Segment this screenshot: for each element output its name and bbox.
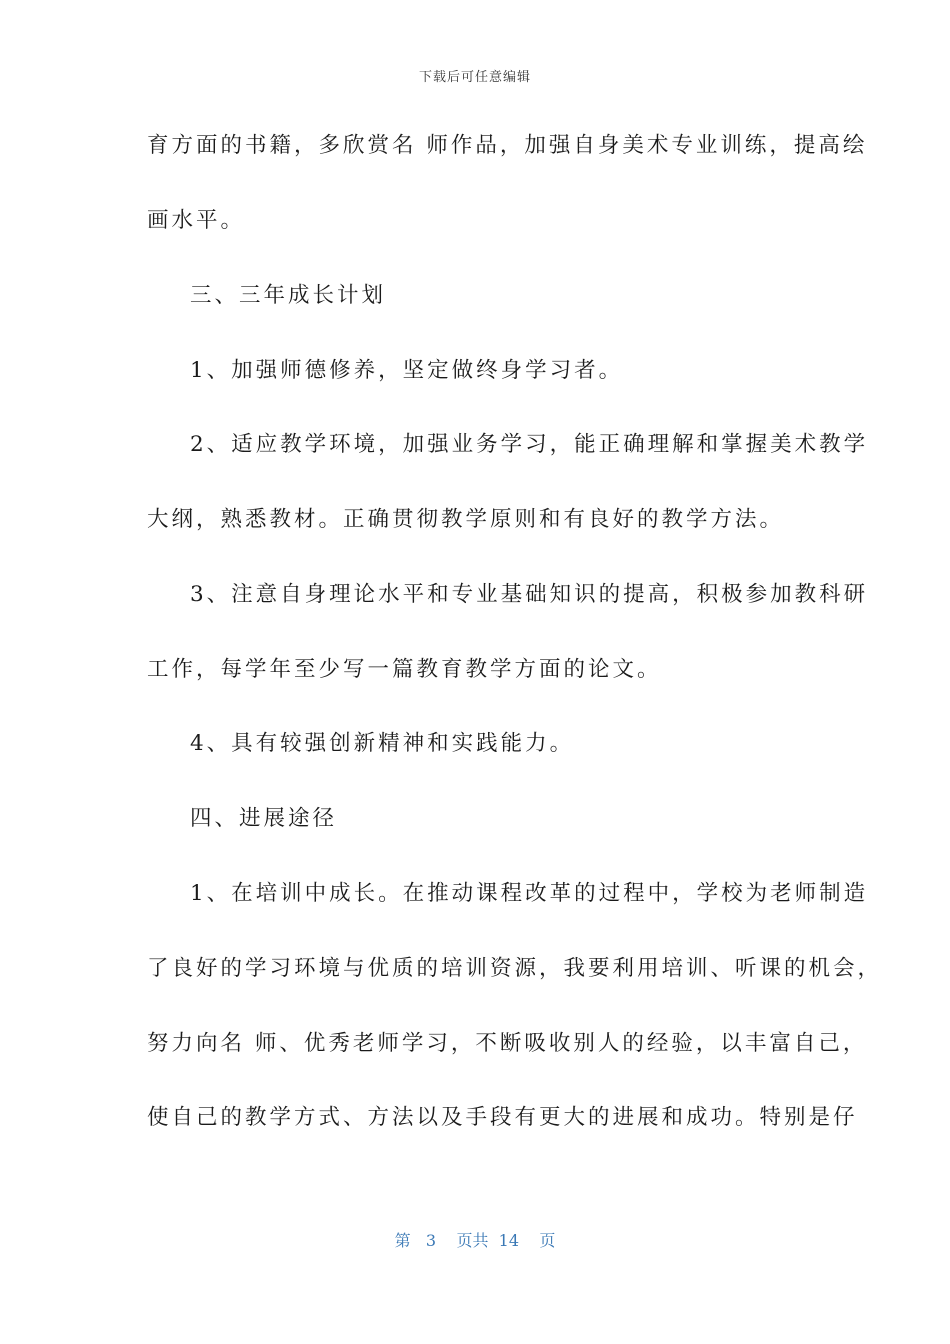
section-heading: 四、进展途径 [190,806,338,831]
paragraph-line: 使自己的教学方式、方法以及手段有更大的进展和成功。特别是仔 [147,1105,858,1130]
list-item: 3、注意自身理论水平和专业基础知识的提高，积极参加教科研 [190,582,869,607]
page-header: 下载后可任意编辑 [418,70,531,85]
page-footer [0,1228,950,1251]
paragraph-line: 画水平。 [147,208,246,233]
page-label-prefix: 第 [394,1231,411,1250]
paragraph-line: 大纲，熟悉教材。正确贯彻教学原则和有良好的教学方法。 [147,507,785,532]
total-pages-number: 14 [498,1231,519,1250]
list-item: 1、加强师德修养，坚定做终身学习者。 [190,358,624,383]
list-item: 2、适应教学环境，加强业务学习，能正确理解和掌握美术教学 [190,432,869,457]
page-label-mid: 页共 [456,1231,489,1250]
current-page-number: 3 [425,1231,437,1250]
section-heading: 三、三年成长计划 [190,283,387,308]
page-label-suffix: 页 [539,1231,556,1250]
list-item: 4、具有较强创新精神和实践能力。 [190,731,575,756]
paragraph-line: 工作，每学年至少写一篇教育教学方面的论文。 [147,657,662,682]
list-item: 1、在培训中成长。在推动课程改革的过程中，学校为老师制造 [190,881,869,906]
paragraph-line: 了良好的学习环境与优质的培训资源，我要利用培训、听课的机会， [147,956,883,981]
paragraph-line: 育方面的书籍，多欣赏名 师作品，加强自身美术专业训练，提高绘 [147,133,868,158]
paragraph-line: 努力向名 师、优秀老师学习，不断吸收别人的经验，以丰富自己， [147,1031,868,1056]
